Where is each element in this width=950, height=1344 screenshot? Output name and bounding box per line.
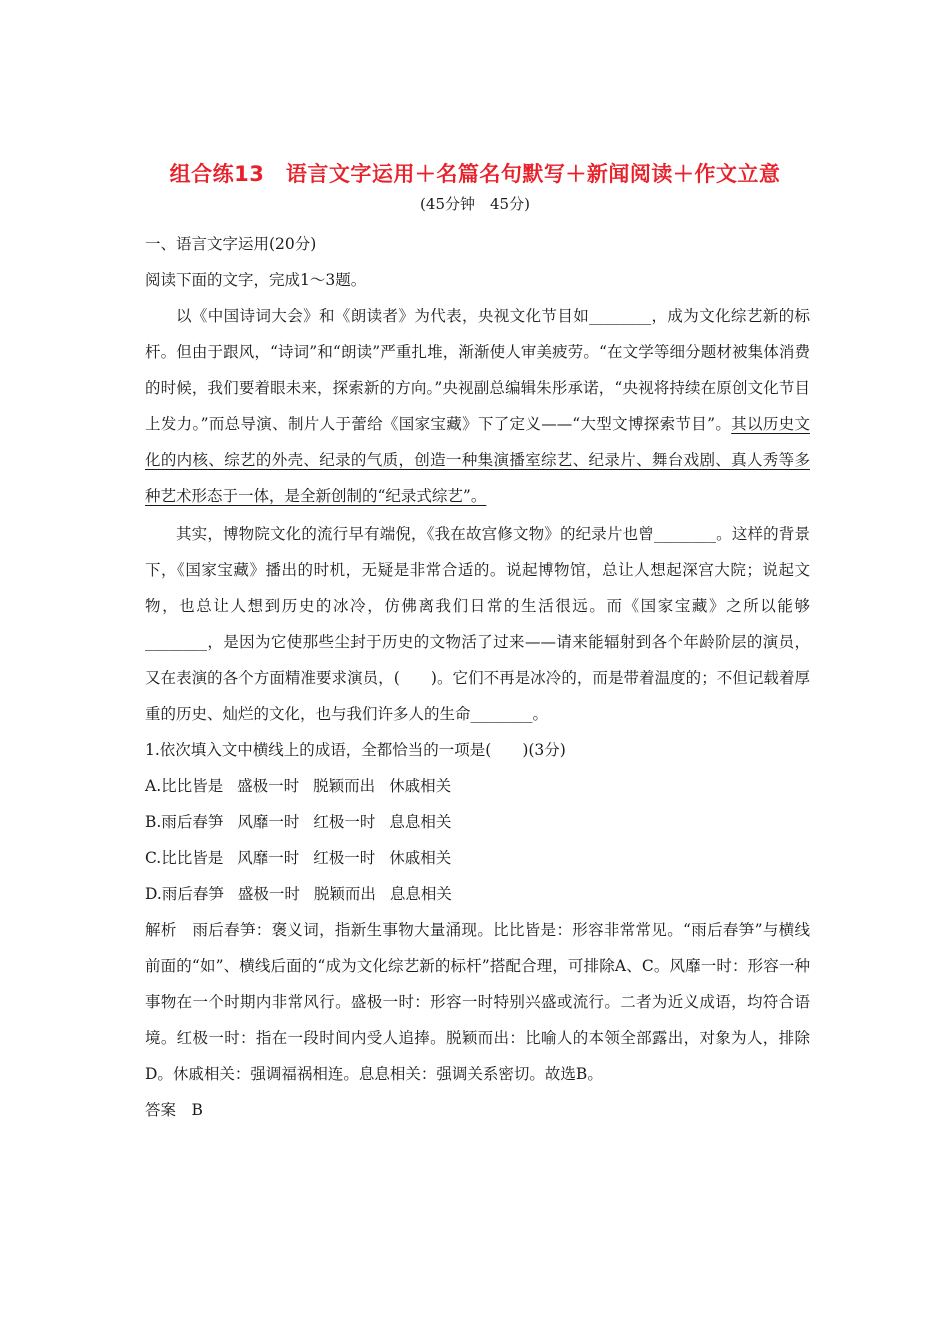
option-b [145, 804, 810, 840]
answer-label: 答案 [145, 1101, 177, 1119]
option-word: 盛极一时 [237, 885, 300, 903]
option-c [145, 840, 810, 876]
option-word: 红极一时 [313, 849, 376, 867]
option-label: B. [145, 813, 162, 831]
analysis-text: 雨后春笋：褒义词，指新生事物大量涌现。比比皆是：形容非常常见。“雨后春笋”与横线前面的“如”、横线后面的“成为文化综艺新的标杆”搭配合理，可排除A、C。风靡一时：形容一种事物在一个时期内非常风行。盛极一时：形容一时特别兴盛或流行。二者为近义成语，均符合语境。红极一时：指在一段时间内受人追捧。脱颖而出：比喻人的本领全部露出，对象为人，排除D。休戚相关：强调福祸相连。息息相关：强调关系密切。故选B。 [145, 921, 810, 1083]
option-word: 休戚相关 [389, 777, 452, 795]
option-word: 息息相关 [389, 885, 452, 903]
option-word: 风靡一时 [237, 813, 300, 831]
option-word: 脱颖而出 [313, 777, 376, 795]
answer-value: B [191, 1101, 203, 1119]
option-word: 脱颖而出 [313, 885, 376, 903]
question-1-stem: 1.依次填入文中横线上的成语，全都恰当的一项是( )(3分) [145, 741, 566, 759]
option-word: 比比皆是 [161, 777, 224, 795]
option-word: 盛极一时 [237, 777, 300, 795]
option-word: 比比皆是 [161, 849, 224, 867]
answer-line [145, 1092, 810, 1128]
document-content [145, 226, 810, 1128]
option-word: 休戚相关 [389, 849, 452, 867]
option-word: 红极一时 [313, 813, 376, 831]
passage-text: 以《中国诗词大会》和《朗读者》为代表，央视文化节目如________，成为文化综艺新的标杆。但由于跟风，“诗词”和“朗读”严重扎堆，渐渐使人审美疲劳。“在文学等细分题材被集体消费的时候，我们要着眼未来，探索新的方向。”央视副总编辑朱彤承诺，“央视将持续在原创文化节目上发力。”而总导演、制片人于蕾给《国家宝藏》下了定义——“大型文博探索节目”。 [145, 307, 810, 433]
reading-instruction: 阅读下面的文字，完成1～3题。 [145, 271, 367, 289]
analysis-label: 解析 [145, 921, 177, 939]
passage-paragraph-1 [145, 298, 810, 514]
page-title: 组合练13 语言文字运用＋名篇名句默写＋新闻阅读＋作文立意 [169, 162, 781, 186]
passage-paragraph-2: 其实，博物院文化的流行早有端倪，《我在故宫修文物》的纪录片也曾________。这样的背景下，《国家宝藏》播出的时机，无疑是非常合适的。说起博物馆，总让人想起深宫大院；说起文物，也总让人想到历史的冰冷，仿佛离我们日常的生活很远。而《国家宝藏》之所以能够________，是因为它使那些尘封于历史的文物活了过来——请来能辐射到各个年龄阶层的演员，又在表演的各个方面精准要求演员，( )。它们不再是冰冷的，而是带着温度的；不但记载着厚重的历史、灿烂的文化，也与我们许多人的生命________。 [145, 525, 810, 723]
option-a [145, 768, 810, 804]
option-label: A. [145, 777, 162, 795]
option-word: 风靡一时 [237, 849, 300, 867]
time-score-subtitle: (45分钟 45分) [420, 195, 530, 213]
option-word: 息息相关 [389, 813, 452, 831]
underlined-sentence: 其以历史文化的内核、综艺的外壳、纪录的气质，创造一种集演播室综艺、纪录片、舞台戏剧、真人秀等多种艺术形态于一体，是全新创制的“纪录式综艺”。 [145, 415, 810, 505]
option-word: 雨后春笋 [161, 885, 224, 903]
option-label: C. [145, 849, 162, 867]
option-d [145, 876, 810, 912]
option-word: 雨后春笋 [161, 813, 224, 831]
section-heading: 一、语言文字运用(20分) [145, 235, 317, 253]
option-label: D. [145, 885, 162, 903]
analysis-paragraph [145, 912, 810, 1092]
